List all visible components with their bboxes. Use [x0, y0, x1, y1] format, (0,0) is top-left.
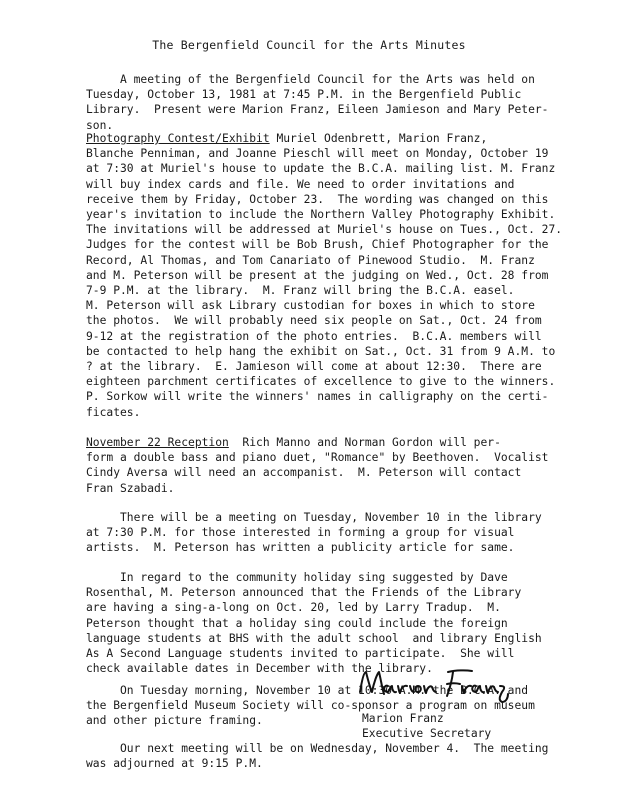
- signer-title: Executive Secretary: [362, 727, 492, 741]
- signature-block: [362, 711, 491, 741]
- reception-heading: November 22 Reception: [86, 436, 229, 449]
- closing-paragraph: Our next meeting will be on Wednesday, November 4. The meeting was adjourned at 9:15 P.M.: [86, 742, 549, 771]
- reception-section: [86, 435, 566, 496]
- photography-heading: Photography Contest/Exhibit: [86, 132, 270, 145]
- visual-artists-meeting-paragraph: There will be a meeting on Tuesday, November 10 in the library at 7:30 P.M. for those interested in forming a group for visual artists. M. Peterson has written a publicity article for same.: [86, 511, 542, 555]
- handwritten-signature: [352, 662, 512, 706]
- museum-program-paragraph: On Tuesday morning, November 10 at 10:30 A.M. the B.C.A. and the Bergenfield Museum Society will co-sponsor a program on museum and other picture framing.: [86, 684, 535, 728]
- document-title: The Bergenfield Council for the Arts Minutes: [152, 38, 466, 52]
- holiday-sing-paragraph: In regard to the community holiday sing suggested by Dave Rosenthal, M. Peterson announced that the Friends of the Library are having a sing-a-long on Oct. 20, led by Larry Tradup. M. Peterson thought that a holiday sing could include the foreign language students at BHS with the adult school and library English As A Second Language students invited to participate. She will check available dates in December with the library.: [86, 571, 542, 676]
- intro-paragraph: A meeting of the Bergenfield Council for the Arts was held on Tuesday, October 13, 1981 at 7:45 P.M. in the Bergenfield Public Library. Present were Marion Franz, Eileen Jamieson and Mary Peter- son.: [86, 73, 549, 132]
- photography-section: [86, 131, 566, 420]
- photography-body: Muriel Odenbrett, Marion Franz, Blanche Penniman, and Joanne Pieschl will meet on Monday, October 19 at 7:30 at Muriel's house to update the B.C.A. mailing list. M. Franz will buy index cards and file. We need to order invitations and receive them by Friday, October 23. The wording was changed on this year's invitation to include the Northern Valley Photography Exhibit. The invitations will be addressed at Muriel's house on Tues., Oct. 27. Judges for the contest will be Bob Brush, Chief Photographer for the Record, Al Thomas, and Tom Canariato of Pinewood Studio. M. Franz and M. Peterson will be present at the judging on Wed., Oct. 28 from 7-9 P.M. at the library. M. Franz will bring the B.C.A. easel. M. Peterson will ask Library custodian for boxes in which to store the photos. We will probably need six people on Sat., Oct. 24 from 9-12 at the registration of the photo entries. B.C.A. members will be contacted to help hang the exhibit on Sat., Oct. 31 from 9 A.M. to ? at the library. E. Jamieson will come at about 12:30. There are eighteen parchment certificates of excellence to give to the winners. P. Sorkow will write the winners' names in calligraphy on the certi- ficates.: [86, 132, 563, 419]
- reception-body: Rich Manno and Norman Gordon will per- form a double bass and piano duet, "Romance" by Beethoven. Vocalist Cindy Aversa will need an accompanist. M. Peterson will contact Fran Szabadi.: [86, 436, 549, 495]
- signer-name: Marion Franz: [362, 712, 444, 725]
